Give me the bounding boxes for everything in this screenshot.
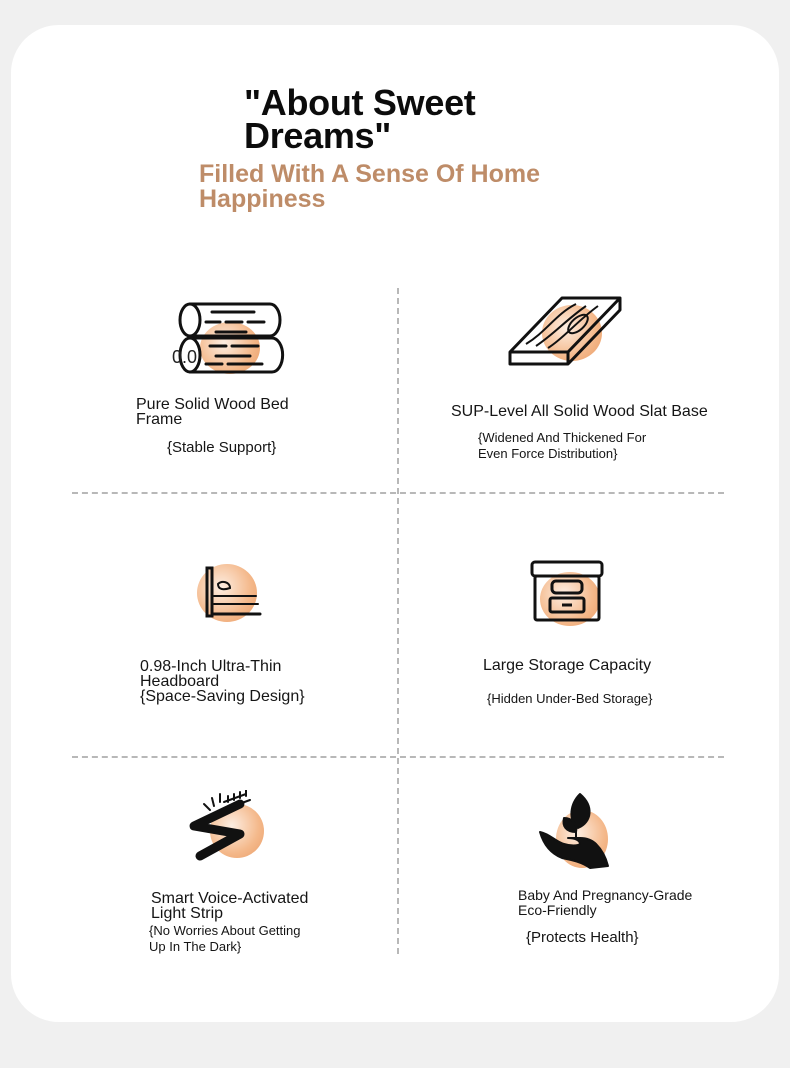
storage-box-icon [528,558,606,624]
feature-desc: {No Worries About Getting Up In The Dark} [149,923,301,954]
feature-desc: {Hidden Under-Bed Storage} [487,691,653,706]
horizontal-divider-2 [72,756,724,758]
feature-title: Large Storage Capacity [483,657,652,674]
page-subtitle: Filled With A Sense Of Home Happiness [199,160,541,213]
leaf-hand-icon [536,792,612,870]
vertical-divider [397,288,399,954]
feature-title: Pure Solid Wood Bed Frame [136,396,289,428]
feature-title: 0.98-Inch Ultra-Thin Headboard {Space-Saving Design} [140,658,305,705]
value-overlay: 0.0 [172,347,198,367]
horizontal-divider-1 [72,492,724,494]
light-strip-icon [184,790,268,866]
feature-title: Smart Voice-Activated Light Strip [151,890,309,922]
feature-desc: {Stable Support} [167,439,277,456]
feature-desc: {Widened And Thickened For Even Force Distribution} [478,430,647,461]
feature-title: Baby And Pregnancy-Grade Eco-Friendly [518,887,693,918]
feature-title: SUP-Level All Solid Wood Slat Base [451,403,708,420]
thin-headboard-icon [202,564,264,620]
wood-plank-icon [506,294,626,370]
feature-desc: {Protects Health} [526,929,639,946]
page-title: "About Sweet Dreams" [244,82,476,156]
